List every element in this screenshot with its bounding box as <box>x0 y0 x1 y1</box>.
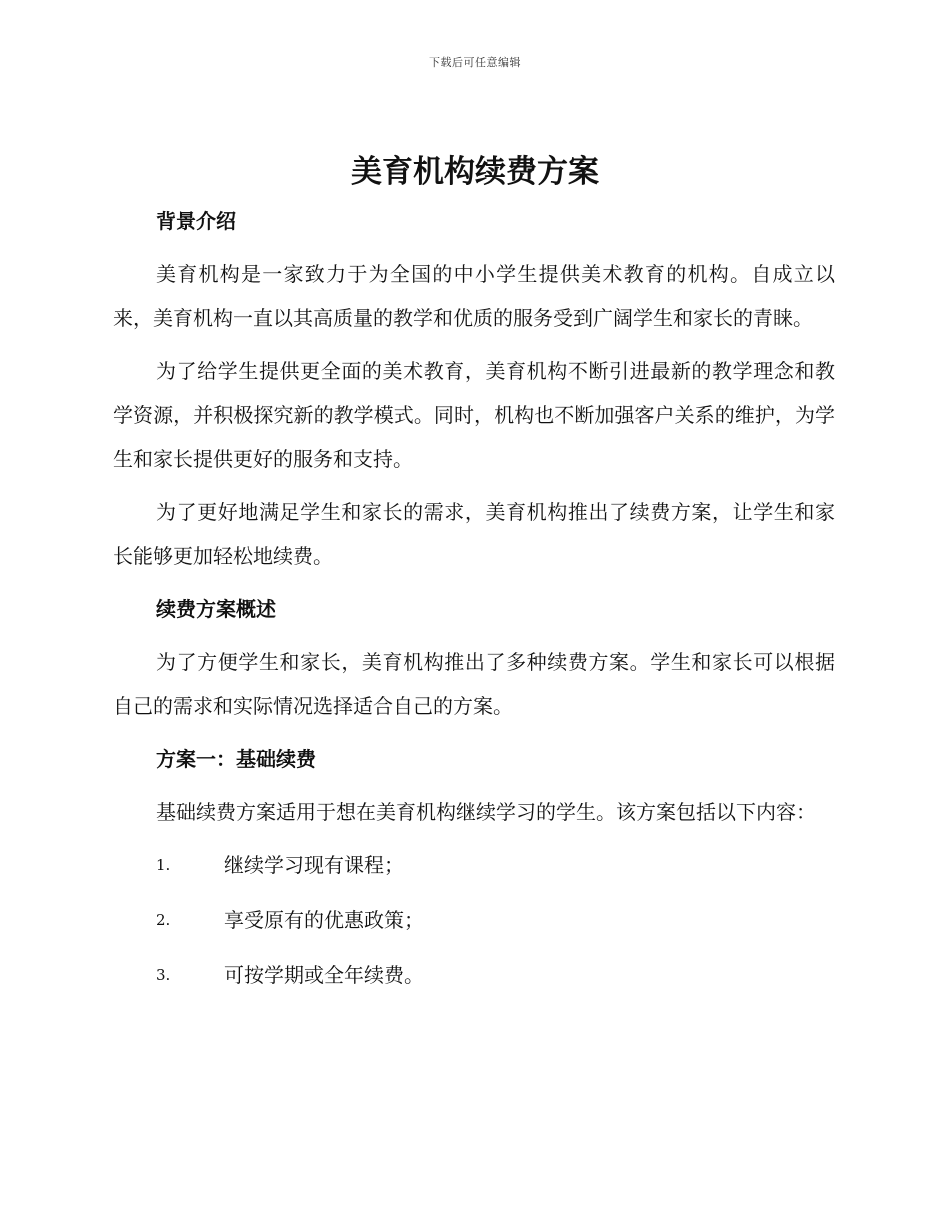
list-number: 3. <box>156 966 171 984</box>
paragraph: 为了给学生提供更全面的美术教育，美育机构不断引进最新的教学理念和教学资源，并积极探究新的教学模式。同时，机构也不断加强客户关系的维护，为学生和家长提供更好的服务和支持。 <box>113 359 835 471</box>
document-title: 美育机构续费方案 <box>351 154 599 190</box>
list-number: 1. <box>156 856 171 874</box>
section-heading-overview: 续费方案概述 <box>156 597 276 621</box>
document-body <box>113 199 835 1008</box>
paragraph: 美育机构是一家致力于为全国的中小学生提供美术教育的机构。自成立以来，美育机构一直以其高质量的教学和优质的服务受到广阔学生和家长的青睐。 <box>113 262 835 330</box>
section-heading-plan-one: 方案一：基础续费 <box>156 747 316 771</box>
list-text: 可按学期或全年续费。 <box>224 963 424 987</box>
paragraph: 基础续费方案适用于想在美育机构继续学习的学生。该方案包括以下内容： <box>156 800 816 824</box>
paragraph: 为了更好地满足学生和家长的需求，美育机构推出了续费方案，让学生和家长能够更加轻松地续费。 <box>113 500 835 568</box>
list-item <box>113 898 835 942</box>
paragraph: 为了方便学生和家长，美育机构推出了多种续费方案。学生和家长可以根据自己的需求和实际情况选择适合自己的方案。 <box>113 650 835 718</box>
list-text: 享受原有的优惠政策； <box>224 908 424 932</box>
list-item <box>113 953 835 997</box>
section-heading-background: 背景介绍 <box>156 209 236 233</box>
list-number: 2. <box>156 911 171 929</box>
header-note: 下载后可任意编辑 <box>429 56 521 69</box>
list-text: 继续学习现有课程； <box>224 853 404 877</box>
plan-one-list <box>113 843 835 997</box>
list-item <box>113 843 835 887</box>
